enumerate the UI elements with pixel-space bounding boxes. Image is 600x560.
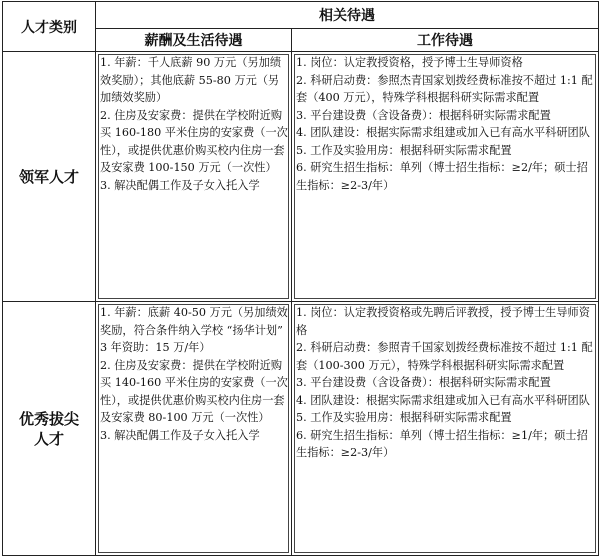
work-item: 3. 平台建设费（含设备费）：根据科研实际需求配置 bbox=[296, 376, 551, 389]
work-item: 5. 工作及实验用房：根据科研实际需求配置 bbox=[296, 143, 512, 157]
work-item: 4. 团队建设：根据实际需求组建或加入已有高水平科研团队 bbox=[296, 393, 590, 407]
work-item: 1. 岗位：认定教授资格，授予博士生导师资格 bbox=[296, 56, 523, 69]
table-row bbox=[3, 52, 599, 302]
work-item: 2. 科研启动费：参照青千国家划拨经费标准按不超过 1:1 配套（100-300 万元），特殊学科根据科研实际需求配置 bbox=[296, 341, 593, 372]
category-label-line1: 优秀拔尖 bbox=[18, 409, 79, 428]
salary-item: 2. 住房及安家费：提供在学校附近购买 160-180 平米住房的安家费（一次性），或提供优惠价购买校内住房一套及安家费 100-150 万元（一次性） bbox=[100, 108, 288, 174]
work-benefits-header: 工作待遇 bbox=[292, 29, 599, 52]
work-item: 3. 平台建设费（含设备费）：根据科研实际需求配置 bbox=[296, 108, 551, 122]
category-leading-talent bbox=[3, 52, 96, 302]
category-label-line2: 人才 bbox=[33, 429, 64, 448]
salary-item: 1. 年薪：底薪 40-50 万元（另加绩效奖励，符合条件纳入学校 “扬华计划” 3 年资助：15 万/年） bbox=[100, 306, 288, 354]
work-cell bbox=[292, 52, 599, 302]
talent-benefits-table bbox=[2, 1, 599, 556]
work-item: 1. 岗位：认定教授资格或先聘后评教授，授予博士生导师资格 bbox=[296, 306, 590, 337]
work-item: 6. 研究生招生指标：单列（博士招生指标：≥2/年；硕士招生指标：≥2-3/年） bbox=[296, 161, 588, 192]
work-cell bbox=[292, 302, 599, 556]
work-item: 2. 科研启动费：参照杰青国家划拨经费标准按不超过 1:1 配套（400 万元），特殊学科根据科研实际需求配置 bbox=[296, 73, 593, 104]
salary-item: 2. 住房及安家费：提供在学校附近购买 140-160 平米住房的安家费（一次性），或提供优惠价购买校内住房一套及安家费 80-100 万元（一次性） bbox=[100, 358, 288, 424]
talent-category-header: 人才类别 bbox=[3, 2, 96, 52]
work-item: 5. 工作及实验用房：根据科研实际需求配置 bbox=[296, 411, 512, 424]
salary-cell bbox=[96, 302, 292, 556]
related-benefits-header: 相关待遇 bbox=[96, 2, 599, 29]
salary-benefits-header: 薪酬及生活待遇 bbox=[96, 29, 292, 52]
category-label: 领军人才 bbox=[18, 167, 79, 186]
salary-item: 3. 解决配偶工作及子女入托入学 bbox=[100, 428, 260, 442]
table-row bbox=[3, 302, 599, 556]
salary-item: 1. 年薪：千人底薪 90 万元（另加绩效奖励）；其他底薪 55-80 万元（另加绩效奖励） bbox=[100, 56, 282, 104]
work-item: 4. 团队建设：根据实际需求组建或加入已有高水平科研团队 bbox=[296, 126, 590, 139]
category-outstanding-talent bbox=[3, 302, 96, 556]
salary-cell bbox=[96, 52, 292, 302]
work-item: 6. 研究生招生指标：单列（博士招生指标：≥1/年；硕士招生指标：≥2-3/年） bbox=[296, 428, 588, 459]
salary-item: 3. 解决配偶工作及子女入托入学 bbox=[100, 178, 260, 192]
